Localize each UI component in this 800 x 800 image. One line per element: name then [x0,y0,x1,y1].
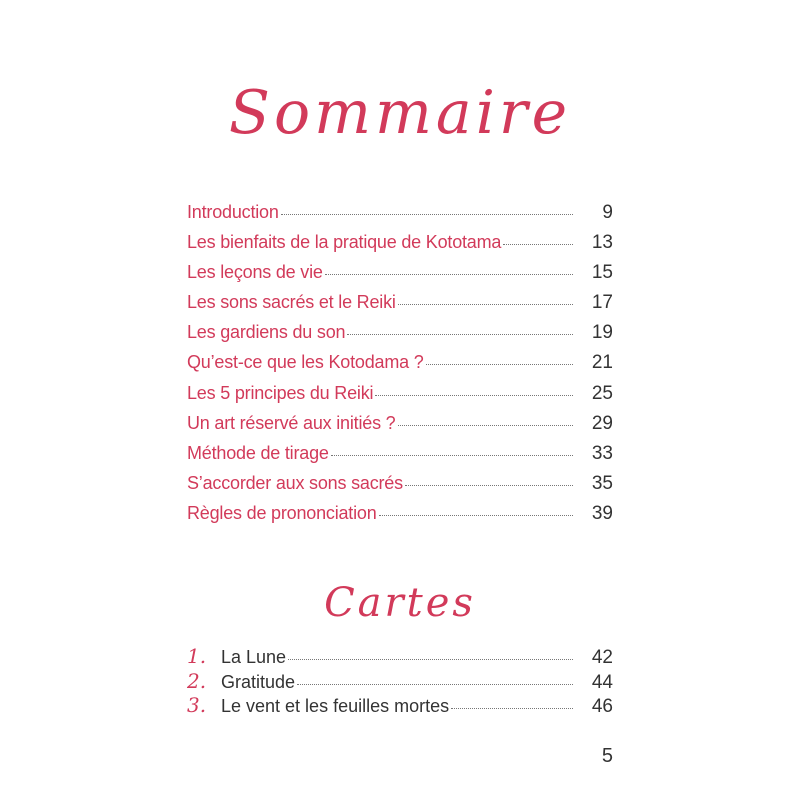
toc-entry-page: 9 [602,202,613,223]
toc-entry-label: Méthode de tirage [187,442,329,463]
dot-leader [325,273,573,275]
toc-entry[interactable] [187,232,613,262]
dot-leader [451,707,573,709]
toc-list [187,202,613,533]
card-number: 3. [187,693,207,717]
toc-entry[interactable] [187,352,613,382]
toc-entry[interactable] [187,473,613,503]
card-entry[interactable] [187,644,613,669]
dot-leader [375,394,573,396]
toc-entry-page: 39 [591,502,613,524]
card-number: 2. [187,668,207,693]
toc-entry[interactable] [187,262,613,292]
dot-leader [398,424,574,426]
toc-entry-page: 17 [591,292,613,314]
page-title: Sommaire [228,78,572,148]
card-label: Gratitude [221,671,296,692]
toc-entry-page: 19 [591,322,613,344]
dot-leader [398,303,573,305]
card-number: 1. [187,644,207,668]
dot-leader [281,213,573,215]
card-page: 42 [591,647,613,668]
dot-leader [331,454,573,456]
toc-entry-page: 33 [591,442,613,464]
dot-leader [288,658,573,660]
toc-entry-page: 29 [591,412,613,434]
dot-leader [503,243,573,245]
dot-leader [405,484,573,486]
toc-entry[interactable] [187,383,613,413]
toc-entry[interactable] [187,322,613,352]
toc-entry-page: 35 [591,472,613,494]
dot-leader [297,683,573,685]
toc-entry-label: Règles de prononciation [187,502,377,523]
toc-entry[interactable] [187,443,613,473]
toc-entry[interactable] [187,202,613,232]
toc-entry-label: Les gardiens du son [187,322,346,343]
dot-leader [379,514,573,516]
cards-section-title: Cartes [324,580,476,626]
card-label: Le vent et les feuilles mortes [221,696,450,716]
page-number: 5 [601,745,613,767]
toc-entry-label: Les sons sacrés et le Reiki [187,292,396,313]
card-entry[interactable] [187,669,613,694]
toc-entry-label: Les bienfaits de la pratique de Kototama [187,232,502,253]
cards-list [187,644,613,718]
toc-entry[interactable] [187,413,613,443]
toc-entry-label: Les leçons de vie [187,262,323,283]
toc-entry-page: 15 [591,262,613,284]
toc-entry-label: Un art réservé aux initiés ? [187,412,396,433]
toc-entry-label: S’accorder aux sons sacrés [187,472,403,493]
dot-leader [426,363,573,365]
card-page: 46 [591,696,613,717]
card-entry[interactable] [187,693,613,718]
card-label: La Lune [221,647,287,667]
toc-entry-page: 21 [591,352,613,374]
toc-entry-label: Introduction [187,202,279,222]
card-page: 44 [591,671,613,693]
toc-entry[interactable] [187,292,613,322]
toc-entry[interactable] [187,503,613,533]
dot-leader [347,333,573,335]
toc-entry-label: Les 5 principes du Reiki [187,382,374,403]
toc-entry-label: Qu’est-ce que les Kotodama ? [187,352,424,373]
toc-entry-page: 25 [591,382,613,404]
toc-entry-page: 13 [591,232,613,254]
